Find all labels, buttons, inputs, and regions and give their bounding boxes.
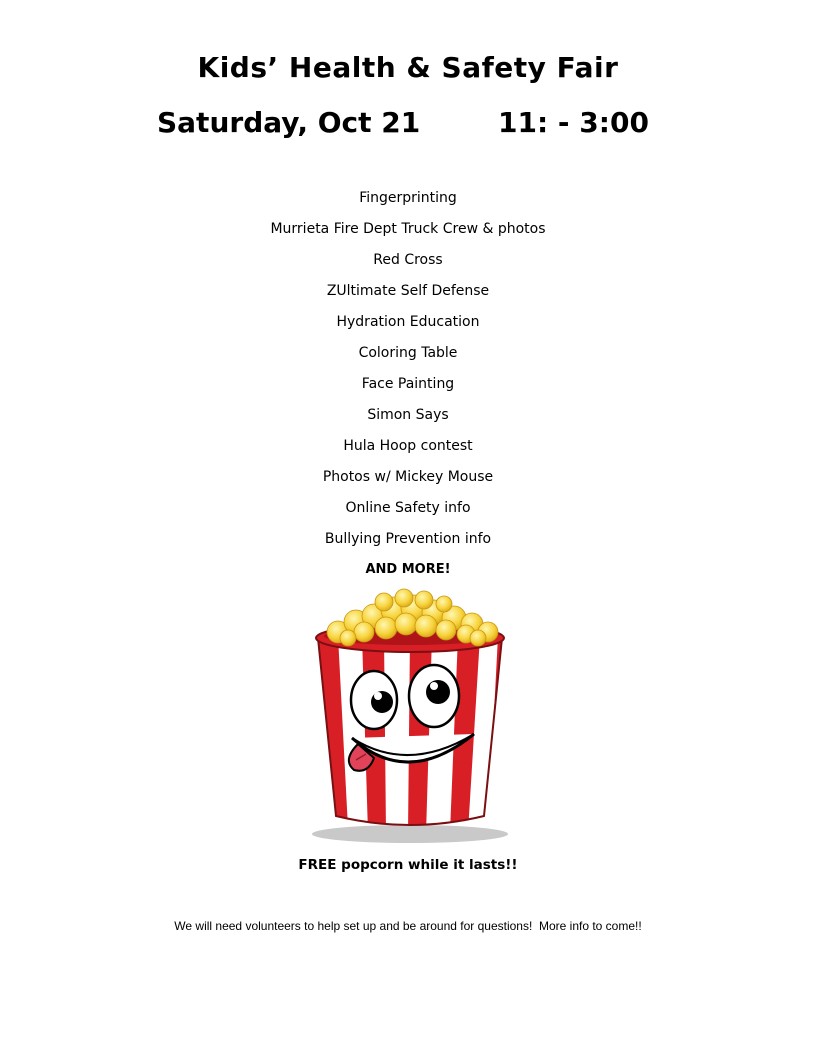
volunteer-note: We will need volunteers to help set up and be around for questions! More info to come!! bbox=[174, 919, 642, 933]
activity-item: Fingerprinting bbox=[359, 190, 457, 206]
activity-item: Simon Says bbox=[367, 407, 449, 423]
event-time: 11: - 3:00 bbox=[498, 106, 649, 139]
free-popcorn-note: FREE popcorn while it lasts!! bbox=[298, 857, 518, 873]
popcorn-bucket-icon bbox=[298, 588, 522, 850]
activity-item: Face Painting bbox=[361, 376, 455, 392]
activity-item: Hydration Education bbox=[336, 314, 480, 330]
activity-item: Red Cross bbox=[373, 252, 443, 268]
activity-item: Murrieta Fire Dept Truck Crew & photos bbox=[270, 221, 546, 237]
activity-item: Coloring Table bbox=[358, 345, 458, 361]
activity-item: Online Safety info bbox=[345, 500, 471, 516]
event-date: Saturday, Oct 21 bbox=[157, 106, 421, 139]
activity-item: Hula Hoop contest bbox=[343, 438, 473, 454]
activity-item: ZUltimate Self Defense bbox=[326, 283, 490, 299]
activity-item: Photos w/ Mickey Mouse bbox=[322, 469, 494, 485]
activity-item: Bullying Prevention info bbox=[324, 531, 492, 547]
activity-item-and-more: AND MORE! bbox=[365, 562, 451, 577]
flyer-title: Kids’ Health & Safety Fair bbox=[197, 51, 619, 84]
activity-list bbox=[0, 188, 816, 591]
